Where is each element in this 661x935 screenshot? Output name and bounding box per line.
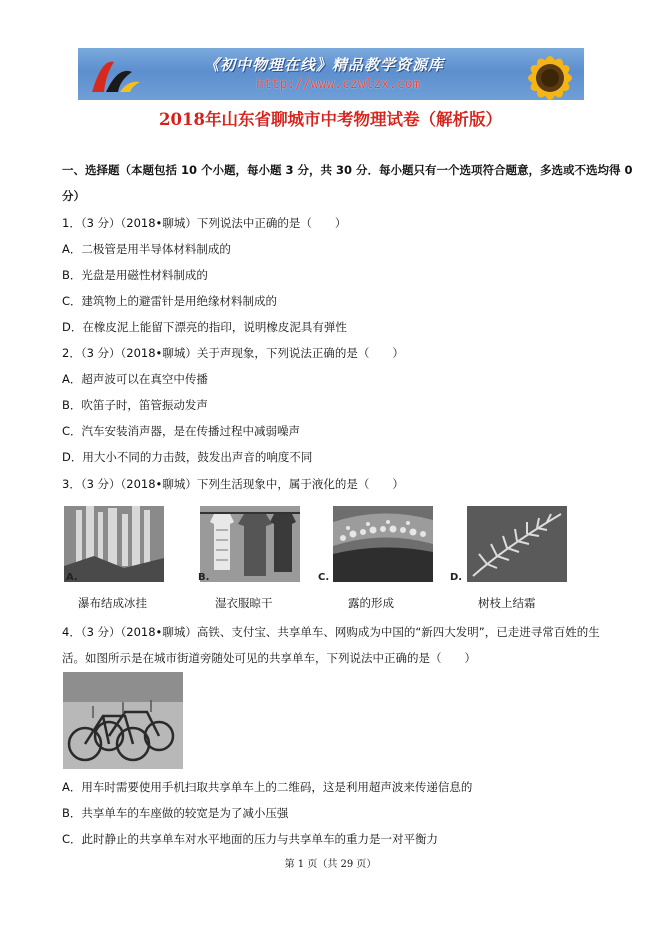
- q3-option-d-caption: 树枝上结霜: [478, 596, 536, 610]
- q3-option-a-caption: 瀑布结成冰挂: [78, 596, 147, 610]
- question-2-option-b: B．吹笛子时，笛管振动发声: [62, 398, 208, 412]
- photo-waterfall-ice: [64, 506, 164, 582]
- question-4-option-b: B．共享单车的车座做的较宽是为了减小压强: [62, 806, 289, 820]
- question-1-option-d: D．在橡皮泥上能留下漂亮的指印，说明橡皮泥具有弹性: [62, 320, 347, 334]
- banner-url: http://www.czwlzx.com: [256, 77, 421, 92]
- site-logo-icon: [84, 52, 144, 96]
- question-1-option-b: B．光盘是用磁性材料制成的: [62, 268, 208, 282]
- q3-option-a-letter: A.: [66, 572, 78, 583]
- q3-option-b-caption: 湿衣服晾干: [215, 596, 273, 610]
- sunflower-icon: [500, 48, 584, 100]
- question-2-option-a: A．超声波可以在真空中传播: [62, 372, 208, 386]
- photo-wet-clothes: [200, 506, 300, 582]
- photo-shared-bikes: [63, 672, 183, 769]
- photo-frost-branch: [467, 506, 567, 582]
- question-2-stem: 2．（3 分）（2018•聊城）关于声现象，下列说法正确的是（ ）: [62, 346, 404, 360]
- question-4-stem-line-2: 活。如图所示是在城市街道旁随处可见的共享单车，下列说法中正确的是（ ）: [62, 651, 476, 665]
- q3-option-c-caption: 露的形成: [348, 596, 394, 610]
- question-1-stem: 1．（3 分）（2018•聊城）下列说法中正确的是（ ）: [62, 216, 347, 230]
- question-2-option-c: C．汽车安装消声器，是在传播过程中减弱噪声: [62, 424, 301, 438]
- question-4-option-a: A．用车时需要使用手机扫取共享单车上的二维码，这是利用超声波来传递信息的: [62, 780, 473, 794]
- question-4-option-c: C．此时静止的共享单车对水平地面的压力与共享单车的重力是一对平衡力: [62, 832, 439, 846]
- section-heading-line-2: 分）: [62, 189, 85, 203]
- q3-option-b-letter: B.: [198, 572, 210, 583]
- q3-option-c-letter: C.: [318, 572, 330, 583]
- photo-dew: [333, 506, 433, 582]
- question-2-option-d: D．用大小不同的力击鼓，鼓发出声音的响度不同: [62, 450, 313, 464]
- header-banner: [78, 48, 584, 100]
- banner-slogan: 《初中物理在线》精品教学资源库: [204, 56, 445, 74]
- page-title: 2018年山东省聊城市中考物理试卷（解析版）: [159, 110, 502, 129]
- question-3-stem: 3．（3 分）（2018•聊城）下列生活现象中，属于液化的是（ ）: [62, 477, 404, 491]
- q3-option-d-letter: D.: [450, 572, 463, 583]
- section-heading-line-1: 一、选择题（本题包括 10 个小题，每小题 3 分，共 30 分．每小题只有一个选项符合题意，多选或不选均得 0: [62, 163, 633, 177]
- question-1-option-c: C．建筑物上的避雷针是用绝缘材料制成的: [62, 294, 278, 308]
- question-1-option-a: A．二极管是用半导体材料制成的: [62, 242, 231, 256]
- page-footer: 第 1 页（共 29 页）: [284, 859, 377, 870]
- question-4-stem-line-1: 4．（3 分）（2018•聊城）高铁、支付宝、共享单车、网购成为中国的“新四大发明”，已走进寻常百姓的生: [62, 625, 600, 639]
